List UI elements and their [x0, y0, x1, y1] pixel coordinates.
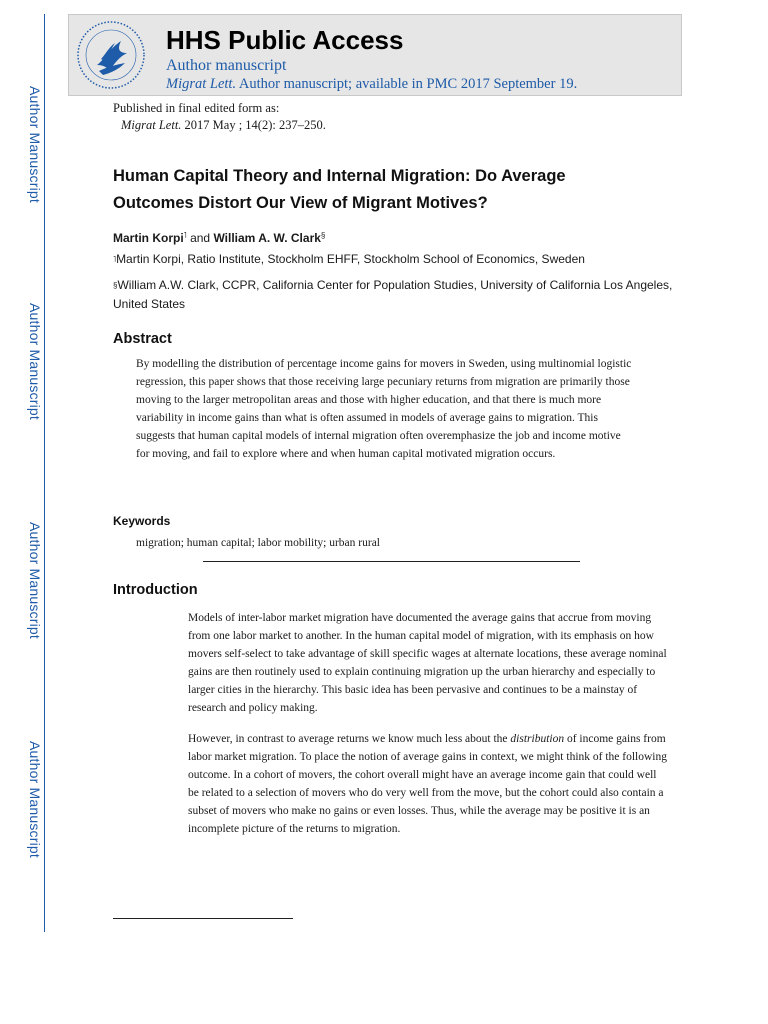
- paper-title: Human Capital Theory and Internal Migration: Do Average Outcomes Distort Our View of Migrant Motives?: [113, 167, 566, 212]
- published-journal: Migrat Lett.: [121, 118, 182, 132]
- footnote-divider: [113, 918, 293, 919]
- sidebar-author-manuscript-3: Author Manuscript: [27, 522, 43, 640]
- published-block: [113, 100, 326, 134]
- sidebar-author-manuscript-2: Author Manuscript: [27, 303, 43, 421]
- keywords-heading: Keywords: [113, 514, 171, 528]
- author-2-mark: §: [320, 231, 326, 240]
- sidebar-author-manuscript-4: Author Manuscript: [27, 741, 43, 859]
- affiliation-2: [113, 276, 673, 314]
- author-list: [113, 231, 325, 245]
- published-citation: [113, 117, 326, 134]
- availability-text: Author manuscript; available in PMC 2017 September 19.: [236, 76, 578, 92]
- hhs-eagle-seal-icon: [75, 19, 147, 91]
- journal-name: Migrat Lett.: [166, 76, 237, 92]
- keywords-divider: [203, 561, 580, 562]
- paragraph-2-rest: of income gains from labor market migration. To place the notion of average gains in context, we might think of the following outcome. In a cohort of movers, the cohort overall might have an average income gain that could well be related to a selection of movers who do very well from the move, but the cohort could also contain a subset of movers who make no gains or even losses. Thus, while the average may be positive it is an incomplete picture of the returns to migration.: [188, 733, 667, 836]
- affiliation-2-mark: §: [113, 281, 118, 290]
- abstract-text: By modelling the distribution of percentage income gains for movers in Sweden, using multinomial logistic regression, this paper shows that those receiving large pecuniary returns from migration are primarily those moving to the larger metropolitan areas and those with higher education, and that there is much more variability in income gains than what is often assumed in models of average gains to migration. This suggests that human capital models of internal migration often overemphasize the job and income motive for moving, and fail to explore where and when human capital motivated migration occurs.: [136, 358, 632, 461]
- introduction-paragraph-1: Models of inter-labor market migration have documented the average gains that accrue from moving from one labor market to another. In the human capital model of migration, with its emphasis on how movers self-select to take advantage of skill specific wages at alternate locations, these average nominal gains are then routinely used to explain continuing migration up the urban hierarchy and especially to larger cities in the hierarchy. This basic idea has been pervasive and continues to be a mainstay of research and policy making.: [188, 612, 667, 715]
- affiliation-1: [113, 250, 673, 269]
- paragraph-2-start: However, in contrast to average returns we know much less about the: [188, 733, 511, 745]
- hhs-title: HHS Public Access: [166, 25, 404, 55]
- affiliation-1-mark: ˥: [113, 255, 117, 264]
- introduction-heading: Introduction: [113, 582, 198, 598]
- hhs-header: [68, 14, 682, 96]
- published-citation-details: 2017 May ; 14(2): 237–250.: [181, 118, 326, 132]
- affiliation-1-text: Martin Korpi, Ratio Institute, Stockholm EHFF, Stockholm School of Economics, Sweden: [116, 252, 585, 266]
- abstract-heading: Abstract: [113, 331, 172, 347]
- author-1-mark: ˥: [183, 231, 187, 240]
- keywords-text: migration; human capital; labor mobility; urban rural: [136, 537, 380, 549]
- affiliation-2-text: William A.W. Clark, CCPR, California Center for Population Studies, University of California Los Angeles, United States: [113, 278, 673, 311]
- author-manuscript-label: Author manuscript: [166, 57, 287, 74]
- introduction-paragraph-2: [188, 730, 668, 839]
- published-label: Published in final edited form as:: [113, 101, 280, 115]
- author-1: Martin Korpi: [113, 231, 184, 245]
- sidebar-author-manuscript-1: Author Manuscript: [27, 86, 43, 204]
- author-2: William A. W. Clark: [213, 231, 321, 245]
- author-conjunction: and: [186, 231, 214, 245]
- sidebar-rule: [44, 14, 45, 932]
- journal-availability: [166, 76, 577, 93]
- paragraph-2-emphasis: distribution: [510, 733, 565, 745]
